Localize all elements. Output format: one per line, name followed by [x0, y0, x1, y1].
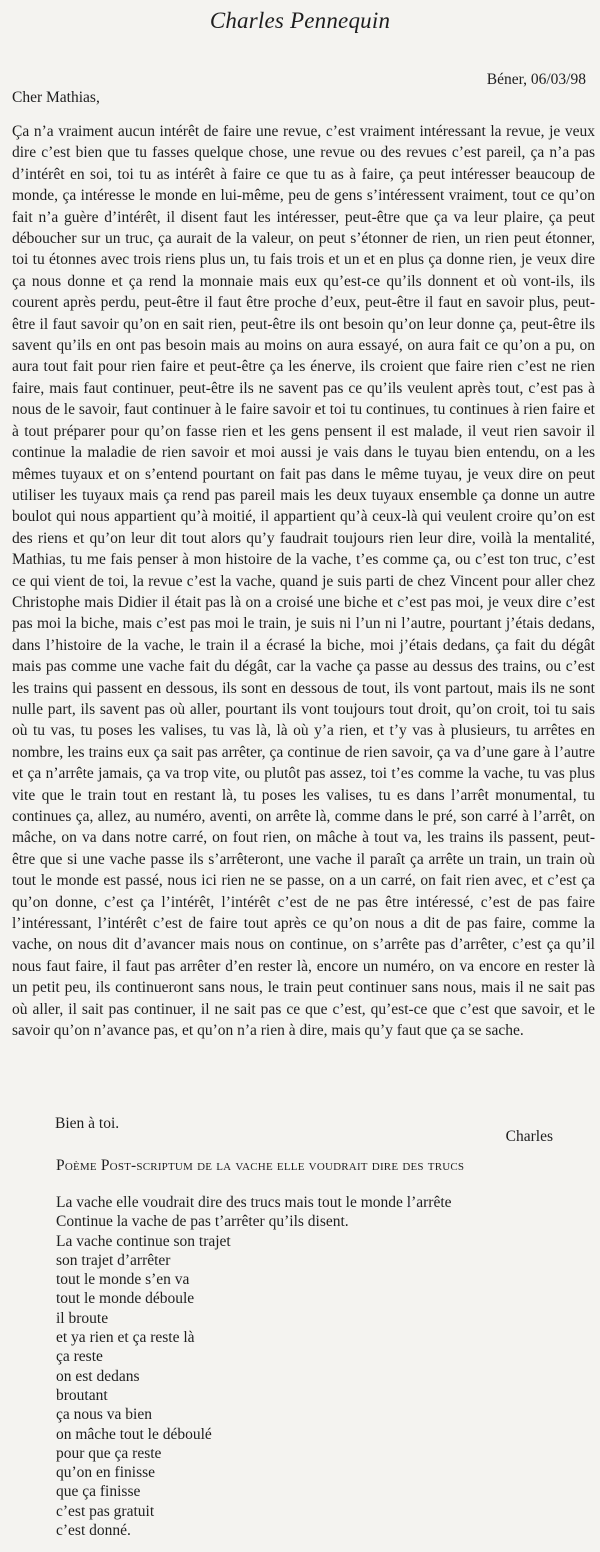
poem-line: ça reste — [56, 1348, 103, 1366]
poem-line: tout le monde déboule — [56, 1290, 195, 1308]
poem-title: Poème Post-scriptum de la vache elle voudrait dire des trucs — [56, 1157, 465, 1174]
poem-line: son trajet d’arrêter — [56, 1251, 171, 1269]
letter-body: Ça n’a vraiment aucun intérêt de faire une revue, c’est vraiment intéressant la revue, je veux dire c’est bien que tu fasses quelque chose, une revue ou des revues c’est pareil, ça n’a pas d’intérêt en soi, toi tu as intérêt à faire ce que tu as à faire, ça peut intéresser beaucoup de monde, ça intéresse le monde en lui-même, peu de gens s’intéressent vraiment, tout ce qu’on fait n’a guère d’intérêt, il disent faut les intéresser, peut-être que ça va leur plaire, ça peut déboucher sur un truc, ça aurait de la valeur, on peut s’étonner de rien, un rien peut étonner, toi tu étonnes avec trois riens plus un, tu fais trois et un et en plus ça donne rien, je veux dire ça nous donne et ça rend la monnaie mais eux qu’est-ce qu’ils donnent et où vont-ils, ils courent après perdu, peut-être il faut être proche d’eux, peut-être il faut en savoir plus, peut-être il faut savoir qu’on en sait rien, peut-être ils ont besoin qu’on leur donne ça, peut-être ils savent qu’ils en ont pas besoin mais au moins on aura essayé, on aura fait ce qu’on a pu, on aura tout fait pour rien faire et peut-être ça les énerve, ils croient que faire rien c’est ne rien faire, mais faut continuer, peut-être ils ne savent pas ce qu’ils veulent après tout, c’est pas à nous de le savoir, faut continuer à le faire savoir et toi tu continues, tu continues à rien faire et à tout préparer pour qu’on fasse rien et les gens pensent il est malade, il veut rien savoir il continue la maladie de rien savoir et moi aussi je vais dans le tuyau bien entendu, on a les mêmes tuyaux et on s’entend pourtant on fait pas dans le même tuyau, je veux dire on peut utiliser les tuyaux mais ça rend pas pareil mais les deux tuyaux ensemble ça donne un autre boulot qui nous appartient qu’à moitié, il appartient qu’à ceux-là qui veulent croire qu’on est des riens et qu’on leur dit tout alors qu’y faudrait toujours rien leur dire, voilà la mentalité, Mathias, tu me fais penser à mon histoire de la vache, t’es comme ça, ou c’est ton truc, c’est ce qui vient de toi, la revue c’est la vache, quand je suis parti de chez Vincent pour aller chez Christophe mais Didier il était pas là on a croisé une biche et c’est pas moi, je veux dire c’est pas moi la biche, mais c’est pas moi le train, je suis ni l’un ni l’autre, pourtant j’étais dedans, dans l’histoire de la vache, le train il a écrasé la biche, moi j’étais dedans, ça fait du dégât mais pas comme une vache fait du dégât, car la vache ça passe au dessus des trains, ou c’est les trains qui passent en dessous, ils sont en dessous de tout, ils vont partout, mais ils ne sont nulle part, ils savent pas où aller, pourtant ils vont toujours tout droit, qu’on croit, toi tu sais où tu vas, tu poses les valises, tu vas là, là où y’a rien, et t’y vas à plusieurs, tu arrêtes en nombre, les trains eux ça sait pas arrêter, ça continue de rien savoir, ça va d’une gare à l’autre et ça n’arrête jamais, ça va trop vite, ou plutôt pas assez, toi t’es comme la vache, tu vas plus vite que le train tout en restant là, tu poses les valises, tu es dans l’arrêt monumental, tu continues ça, allez, au numéro, aventi, on arrête là, comme dans le pré, son carré à l’arrêt, on mâche, on va dans notre carré, on fout rien, on mâche à tout va, les trains ils passent, peut-être que si une vache passe ils s’arrêteront, une vache il paraît ça arrête un train, un train où tout le monde est passé, nous ici rien ne se passe, on a un carré, on fait rien avec, et c’est ça qu’on donne, c’est ça l’intérêt, l’intérêt c’est de ne pas être intéressé, c’est de pas faire l’intéressant, l’intérêt c’est de faire tout après ce qu’on nous a dit de pas faire, comme la vache, on nous dit d’avancer mais nous on continue, on s’arrête pas d’arrêter, c’est ça qu’il nous faut faire, il faut pas arrêter d’en rester là, encore un numéro, on va encore en rester là un petit peu, ils continueront sans nous, le train peut continuer sans nous, mais il ne sait pas où aller, il sait pas continuer, il ne sait pas ce que c’est, qu’est-ce que c’est que savoir, et le savoir qu’on n’avance pas, et qu’on n’a rien à dire, mais qu’y faut que ça se sache. — [12, 123, 595, 1040]
poem-line: tout le monde s’en va — [56, 1271, 190, 1289]
poem-line: et ya rien et ça reste là — [56, 1329, 195, 1347]
page-title: Charles Pennequin — [209, 8, 391, 33]
poem — [56, 1193, 452, 1540]
poem-line: c’est pas gratuit — [56, 1502, 155, 1520]
poem-line: on mâche tout le déboulé — [56, 1425, 212, 1443]
poem-line: on est dedans — [56, 1367, 140, 1385]
letter-closing: Bien à toi. — [55, 1115, 120, 1132]
poem-line: ça nous va bien — [56, 1406, 152, 1424]
poem-line: que ça finisse — [56, 1483, 141, 1501]
letter-salutation: Cher Mathias, — [12, 89, 100, 106]
poem-line: La vache elle voudrait dire des trucs mais tout le monde l’arrête — [56, 1194, 452, 1211]
poem-line: qu’on en finisse — [56, 1464, 156, 1482]
poem-line: broutant — [56, 1386, 108, 1404]
poem-line: il broute — [56, 1309, 109, 1327]
poem-line: pour que ça reste — [56, 1444, 162, 1462]
letter-place-date: Béner, 06/03/98 — [486, 71, 586, 88]
poem-line: c’est donné. — [56, 1522, 131, 1540]
letter-signature: Charles — [505, 1128, 553, 1145]
poem-line: Continue la vache de pas t’arrêter qu’ils disent. — [56, 1213, 349, 1231]
poem-line: La vache continue son trajet — [56, 1232, 231, 1250]
